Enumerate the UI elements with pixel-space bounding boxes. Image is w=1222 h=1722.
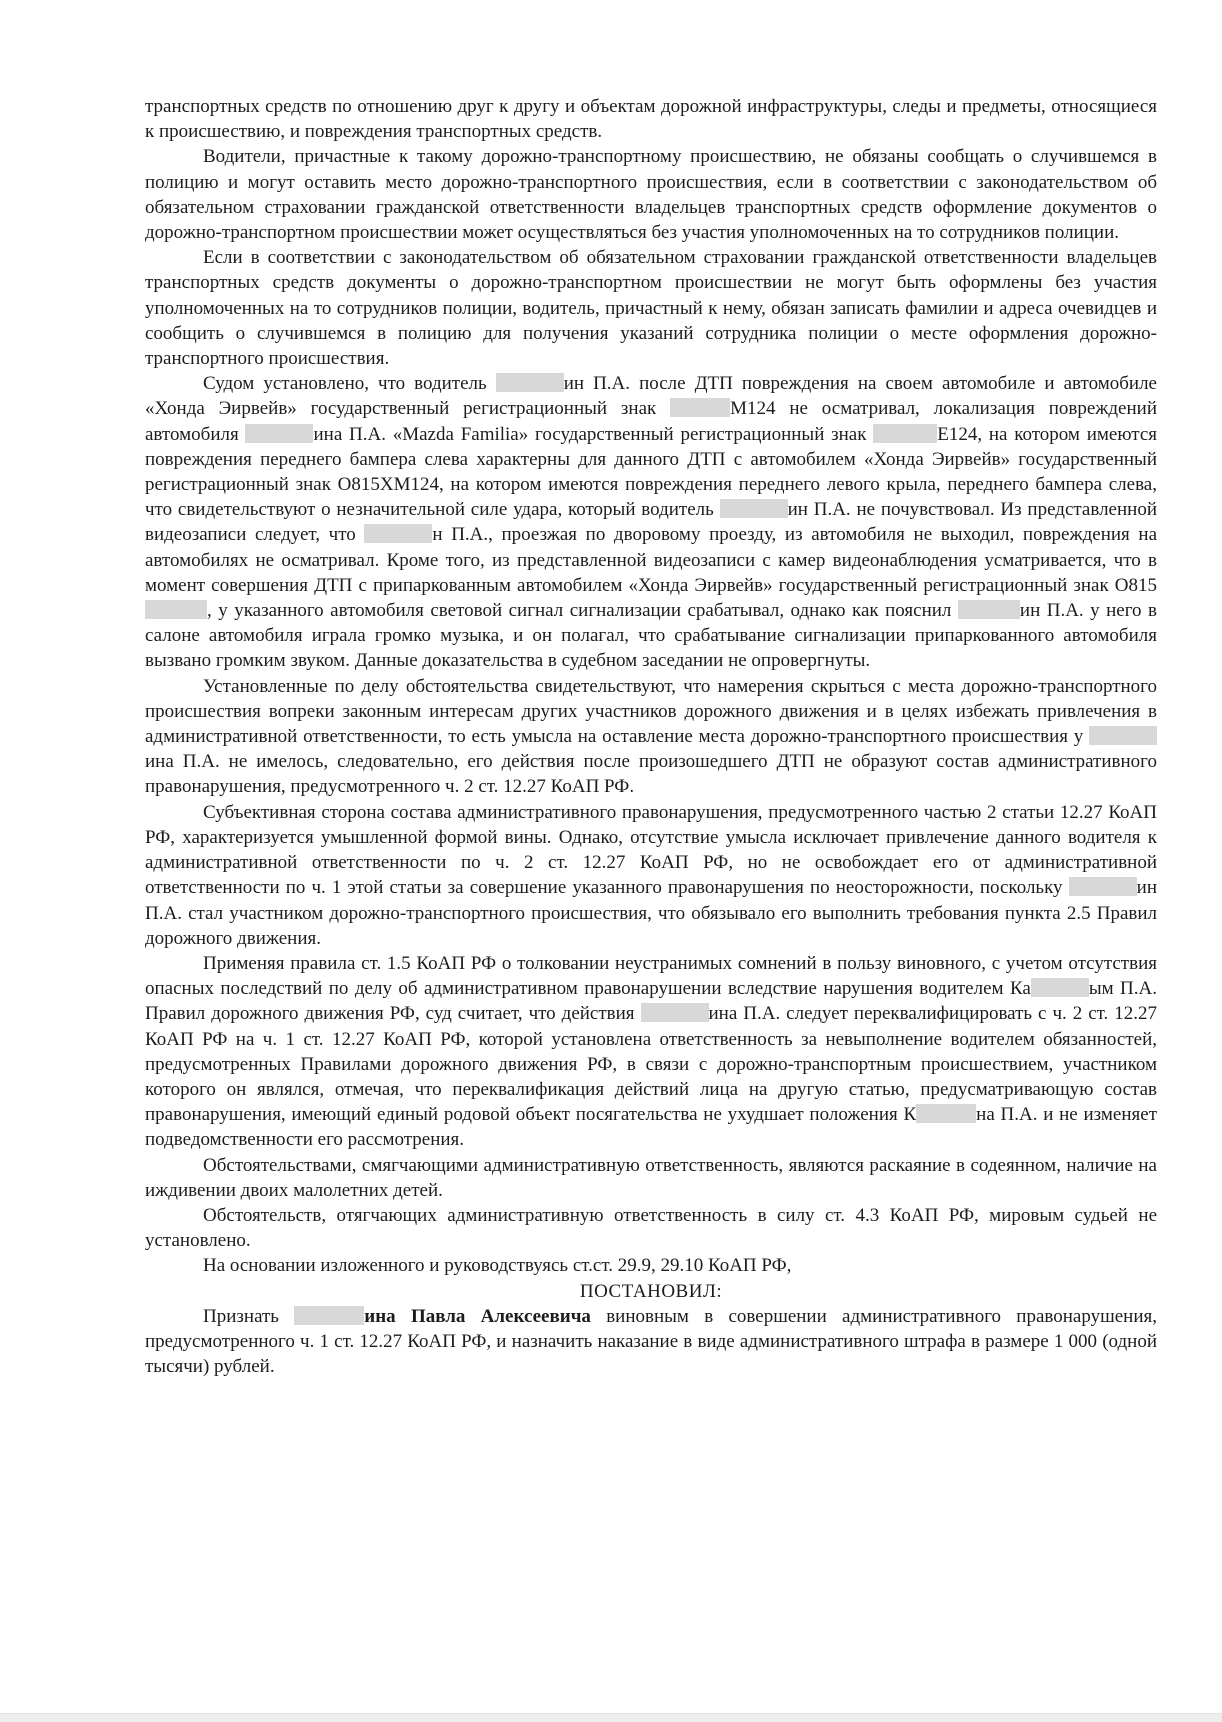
paragraph (145, 951, 1157, 1153)
redaction-block (1069, 877, 1137, 896)
redaction-block (670, 398, 730, 417)
redaction-block (916, 1104, 976, 1123)
text-run: , у указанного автомобиля световой сигнал сигнализации срабатывал, однако как пояснил (207, 600, 958, 622)
resolution-heading (145, 1279, 1157, 1304)
redaction-block (1089, 726, 1157, 745)
text-run: транспортных средств по отношению друг к другу и объектам дорожной инфраструктуры, следы и предметы, относящиеся к происшествию, и повреждения транспортных средств. (145, 96, 1157, 143)
document-body (145, 94, 1157, 1379)
paragraph (145, 245, 1157, 371)
text-run: Субъективная сторона состава административного правонарушения, предусмотренного частью 2 статьи 12.27 КоАП РФ, характеризуется умышленной формой вины. Однако, отсутствие умысла исключает привлечение данного водителя к административной ответственности по ч. 2 ст. 12.27 КоАП РФ, но не освобождает его от административной ответственности по ч. 1 этой статьи за совершение указанного правонарушения по неосторожности, поскольку (145, 801, 1157, 899)
redaction-block (294, 1306, 364, 1325)
redaction-block (245, 424, 313, 443)
text-run: Обстоятельствами, смягчающими административную ответственность, являются раскаяние в содеянном, наличие на иждивении двоих малолетних детей. (145, 1154, 1157, 1201)
text-run: ин П.А. стал участником дорожно-транспортного происшествия, что обязывало его выполнить требования пункта 2.5 Правил дорожного движения. (145, 877, 1157, 949)
text-run: ПОСТАНОВИЛ: (579, 1280, 723, 1302)
text-run: на П.А. и не изменяет подведомственности его рассмотрения. (145, 1104, 1157, 1151)
text-run: Если в соответствии с законодательством об обязательном страховании гражданской ответственности владельцев транспортных средств документы о дорожно-транспортном происшествии не могут быть оформлены без участия уполномоченных на то сотрудников полиции, водитель, причастный к нему, обязан записать фамилии и адреса очевидцев и сообщить о случившемся в полицию для получения указаний сотрудника полиции о месте оформления дорожно-транспортного происшествия. (145, 247, 1157, 370)
text-run: Установленные по делу обстоятельства свидетельствуют, что намерения скрыться с места дорожно-транспортного происшествия вопреки законным интересам других участников дорожного движения и в целях избежать привлечения в административной ответственности, то есть умысла на оставление места дорожно-транспортного происшествия у (145, 675, 1157, 748)
redaction-block (1031, 978, 1089, 997)
redaction-block (958, 600, 1020, 619)
page-bottom-edge (0, 1713, 1222, 1722)
text-run: М124 не осматривал, локализация повреждений автомобиля (145, 398, 1157, 445)
redaction-block (641, 1003, 709, 1022)
text-run: виновным в совершении административного правонарушения, предусмотренного ч. 1 ст. 12.27 КоАП РФ, и назначить наказание в виде административного штрафа в размере 1 000 (одной тысячи) рублей. (145, 1305, 1157, 1378)
paragraph (145, 1203, 1157, 1253)
text-run: На основании изложенного и руководствуясь ст.ст. 29.9, 29.10 КоАП РФ, (203, 1255, 792, 1277)
paragraph (145, 674, 1157, 800)
bold-name: ина Павла Алексеевича (364, 1305, 591, 1327)
paragraph (145, 1304, 1157, 1380)
text-run: ина П.А. не имелось, следовательно, его действия после произошедшего ДТП не образуют состав административного правонарушения, предусмотренного ч. 2 ст. 12.27 КоАП РФ. (145, 751, 1157, 798)
paragraph (145, 800, 1157, 951)
paragraph (145, 371, 1157, 673)
text-run: Судом установлено, что водитель (203, 373, 496, 395)
text-run: ым П.А. Правил дорожного движения РФ, суд считает, что действия (145, 978, 1157, 1025)
text-run: н П.А., проезжая по дворовому проезду, из автомобиля не выходил, повреждения на автомобилях не осматривал. Кроме того, из представленной видеозаписи с камер видеонаблюдения усматривается, что в момент совершения ДТП с припаркованным автомобилем «Хонда Эирвейв» государственный регистрационный знак О815 (145, 524, 1158, 596)
redaction-block (364, 524, 432, 543)
redaction-block (873, 424, 937, 443)
text-run: Применяя правила ст. 1.5 КоАП РФ о толковании неустранимых сомнений в пользу виновного, с учетом отсутствия опасных последствий по делу об административном правонарушении вследствие нарушения водителем Ка (145, 952, 1157, 1000)
text-run: Обстоятельств, отягчающих административную ответственность в силу ст. 4.3 КоАП РФ, мировым судьей не установлено. (145, 1204, 1157, 1252)
text-run: ин П.А. у него в салоне автомобиля играла громко музыка, и он полагал, что срабатывание сигнализации припаркованного автомобиля вызвано громким звуком. Данные доказательства в судебном заседании не опровергнуты. (145, 600, 1158, 672)
paragraph (145, 94, 1157, 144)
text-run: ина П.А. следует переквалифицировать с ч. 2 ст. 12.27 КоАП РФ на ч. 1 ст. 12.27 КоАП РФ, которой установлена ответственность за невыполнение водителем обязанностей, предусмотренных Правилами дорожного движения РФ, в связи с дорожно-транспортным происшествием, участником которого он являлся, отмечая, что переквалификация действий лица на другую статью, предусматривающую состав правонарушения, имеющий единый родовой объект посягательства не ухудшает положения К (145, 1003, 1157, 1126)
text-run: ин П.А. не почувствовал. Из представленной видеозаписи следует, что (145, 499, 1157, 546)
text-run: ина П.А. «Mazda Familia» государственный регистрационный знак (313, 423, 874, 445)
redaction-block (720, 499, 788, 518)
paragraph (145, 144, 1157, 245)
text-run: Водители, причастные к такому дорожно-транспортному происшествию, не обязаны сообщать о случившемся в полицию и могут оставить место дорожно-транспортного происшествия, если в соответствии с законодательством об обязательном страховании гражданской ответственности владельцев транспортных средств оформление документов о дорожно-транспортном происшествии может осуществляться без участия уполномоченных на то сотрудников полиции. (145, 146, 1157, 244)
text-run: Признать (203, 1305, 295, 1327)
text-run: ин П.А. после ДТП повреждения на своем автомобиле и автомобиле «Хонда Эирвейв» государственный регистрационный знак (145, 373, 1157, 420)
paragraph (145, 1253, 1157, 1278)
text-run: Е124, на котором имеются повреждения переднего бампера слева характерны для данного ДТП с автомобилем «Хонда Эирвейв» государственный регистрационный знак О815ХМ124, на котором имеются повреждения переднего левого крыла, переднего бампера слева, что свидетельствуют о незначительной силе удара, который водитель (145, 423, 1158, 521)
redaction-block (496, 373, 564, 392)
redaction-block (145, 600, 207, 619)
paragraph (145, 1153, 1157, 1203)
